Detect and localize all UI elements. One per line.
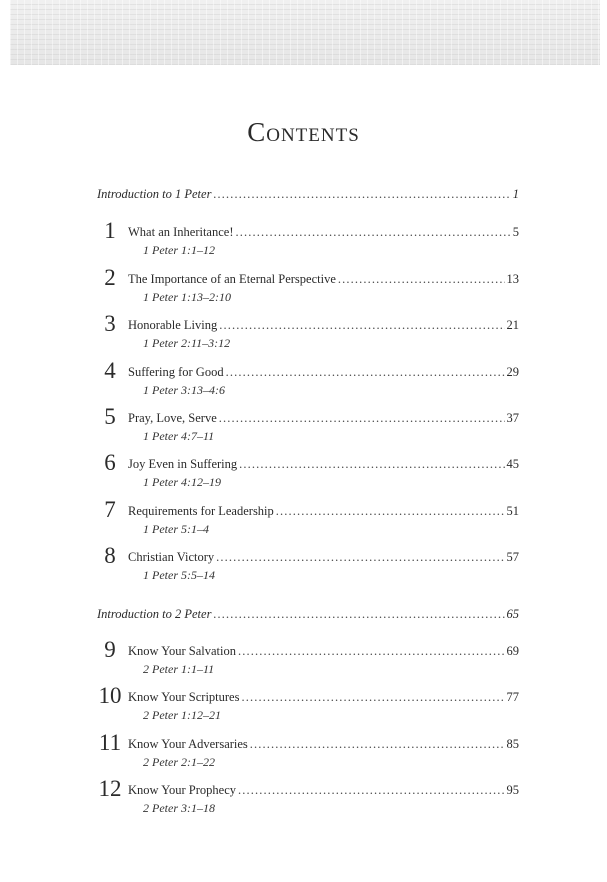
leader-dots	[250, 736, 505, 752]
chapter-line	[128, 456, 519, 472]
leader-dots	[276, 503, 505, 519]
chapter-number: 3	[104, 311, 116, 336]
chapter-title: Honorable Living	[128, 318, 218, 332]
scripture-reference: 1 Peter 1:13–2:10	[143, 290, 231, 304]
leader-dots	[238, 782, 505, 798]
chapter-line	[128, 271, 519, 287]
toc-entry-chapter-4[interactable]	[97, 358, 519, 398]
leader-dots	[239, 456, 504, 472]
chapter-title: The Importance of an Eternal Perspective	[128, 272, 336, 286]
page-number: 95	[506, 783, 519, 797]
intro-title: Introduction to 1 Peter	[97, 187, 212, 201]
chapter-line	[128, 410, 519, 426]
leader-dots	[216, 549, 504, 565]
scripture-reference: 1 Peter 4:12–19	[143, 475, 221, 489]
toc-entry-chapter-10[interactable]	[97, 683, 519, 723]
intro-title: Introduction to 2 Peter	[97, 607, 212, 621]
toc-entry-chapter-7[interactable]	[97, 497, 519, 537]
chapter-number: 6	[104, 450, 116, 475]
chapter-number: 9	[104, 637, 116, 662]
chapter-number: 8	[104, 543, 116, 568]
chapter-title: Christian Victory	[128, 550, 215, 564]
leader-dots	[241, 689, 504, 705]
scripture-reference: 1 Peter 1:1–12	[143, 243, 215, 257]
leader-dots	[226, 364, 505, 380]
toc-entry-chapter-6[interactable]	[97, 450, 519, 490]
chapter-line	[128, 317, 519, 333]
toc-entry-chapter-11[interactable]	[97, 730, 519, 770]
page-number: 37	[506, 411, 519, 425]
page-number: 5	[512, 225, 519, 239]
page-number: 21	[506, 318, 519, 332]
page-number: 65	[506, 607, 519, 621]
chapter-line	[128, 364, 519, 380]
leader-dots	[219, 410, 505, 426]
chapter-title: Know Your Adversaries	[128, 737, 248, 751]
chapter-title: Know Your Scriptures	[128, 690, 240, 704]
header-banner	[10, 0, 600, 65]
toc-entry-chapter-5[interactable]	[97, 404, 519, 444]
chapter-line	[128, 736, 519, 752]
chapter-title: Suffering for Good	[128, 365, 224, 379]
chapter-number: 4	[104, 358, 116, 383]
chapter-line	[128, 224, 519, 240]
page-title: Contents	[247, 117, 360, 147]
scripture-reference: 1 Peter 5:5–14	[143, 568, 215, 582]
chapter-title: Know Your Prophecy	[128, 783, 236, 797]
chapter-line	[128, 643, 519, 659]
toc-entry-chapter-2[interactable]	[97, 265, 519, 305]
page-number: 51	[506, 504, 519, 518]
chapter-number: 7	[104, 497, 116, 522]
chapter-line	[128, 549, 519, 565]
scripture-reference: 1 Peter 4:7–11	[143, 429, 215, 443]
scripture-reference: 1 Peter 3:13–4:6	[143, 383, 225, 397]
leader-dots	[213, 186, 510, 202]
leader-dots	[213, 606, 504, 622]
scripture-reference: 2 Peter 1:12–21	[143, 708, 221, 722]
chapter-number: 12	[98, 776, 122, 801]
chapter-number: 10	[98, 683, 122, 708]
chapter-title: Requirements for Leadership	[128, 504, 274, 518]
page-number: 69	[506, 644, 519, 658]
page-number: 29	[506, 365, 519, 379]
scripture-reference: 2 Peter 3:1–18	[143, 801, 215, 815]
toc-entry-chapter-1[interactable]	[97, 218, 519, 258]
page-number: 85	[506, 737, 519, 751]
chapter-number: 11	[98, 730, 122, 755]
chapter-number: 1	[104, 218, 116, 243]
page-number: 77	[506, 690, 519, 704]
chapter-title: Know Your Salvation	[128, 644, 236, 658]
toc-entry-chapter-12[interactable]	[97, 776, 519, 816]
leader-dots	[219, 317, 504, 333]
leader-dots	[238, 643, 505, 659]
chapter-title: Joy Even in Suffering	[128, 457, 238, 471]
page-number: 57	[506, 550, 519, 564]
scripture-reference: 2 Peter 2:1–22	[143, 755, 215, 769]
leader-dots	[236, 224, 511, 240]
page-number: 45	[506, 457, 519, 471]
intro-2-peter[interactable]	[97, 606, 519, 622]
toc-entry-chapter-8[interactable]	[97, 543, 519, 583]
chapter-line	[128, 782, 519, 798]
intro-1-peter[interactable]	[97, 186, 519, 202]
chapter-line	[128, 503, 519, 519]
chapter-line	[128, 689, 519, 705]
page-number: 13	[506, 272, 519, 286]
scripture-reference: 1 Peter 2:11–3:12	[143, 336, 231, 350]
chapter-number: 2	[104, 265, 116, 290]
toc-entry-chapter-9[interactable]	[97, 637, 519, 677]
leader-dots	[338, 271, 505, 287]
chapter-number: 5	[104, 404, 116, 429]
chapter-title: Pray, Love, Serve	[128, 411, 217, 425]
scripture-reference: 2 Peter 1:1–11	[143, 662, 215, 676]
scripture-reference: 1 Peter 5:1–4	[143, 522, 209, 536]
chapter-title: What an Inheritance!	[128, 225, 234, 239]
toc-entry-chapter-3[interactable]	[97, 311, 519, 351]
page-number: 1	[512, 187, 519, 201]
